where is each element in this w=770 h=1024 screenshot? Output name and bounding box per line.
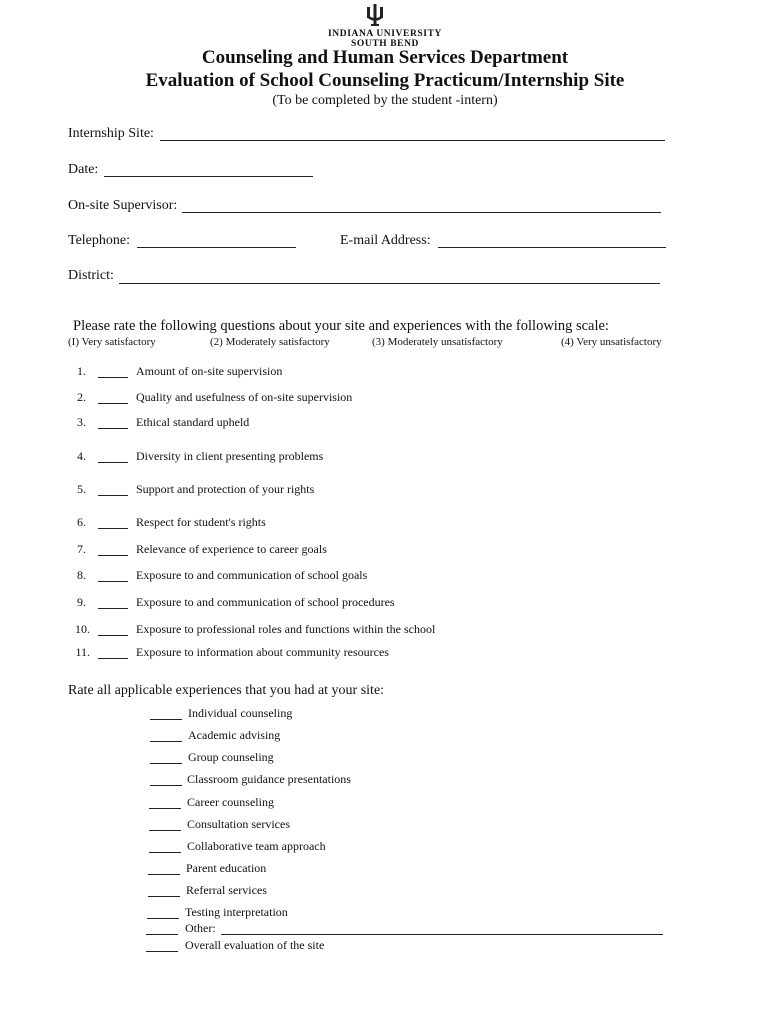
university-name: INDIANA UNIVERSITY [327, 29, 442, 39]
telephone-input[interactable] [137, 247, 296, 248]
question-text: Quality and usefulness of on-site supervision [136, 390, 353, 404]
experiences-intro: Rate all applicable experiences that you had at your site: [68, 683, 385, 698]
experience-label: Individual counseling [188, 706, 293, 720]
internship-site-label: Internship Site: [68, 126, 154, 141]
question-text: Ethical standard upheld [136, 415, 250, 429]
experience-rating-blank[interactable] [150, 763, 182, 764]
experience-label: Group counseling [188, 750, 274, 764]
question-rating-blank[interactable] [98, 462, 128, 463]
experience-label: Testing interpretation [185, 905, 288, 919]
question-number: 2. [77, 390, 86, 404]
question-number: 5. [77, 482, 86, 496]
experience-label: Consultation services [187, 817, 290, 831]
onsite-supervisor-label: On-site Supervisor: [68, 198, 178, 213]
question-number: 9. [77, 595, 86, 609]
scale-option-3: (3) Moderately unsatisfactory [372, 336, 503, 348]
department-title: Counseling and Human Services Department [201, 47, 569, 68]
experience-label: Collaborative team approach [187, 839, 326, 853]
question-rating-blank[interactable] [98, 495, 128, 496]
question-text: Exposure to and communication of school goals [136, 568, 368, 582]
question-rating-blank[interactable] [98, 403, 128, 404]
question-number: 7. [77, 542, 86, 556]
experience-rating-blank[interactable] [150, 719, 182, 720]
question-number: 3. [77, 415, 86, 429]
question-rating-blank[interactable] [98, 581, 128, 582]
question-text: Diversity in client presenting problems [136, 449, 324, 463]
scale-option-4: (4) Very unsatisfactory [561, 336, 662, 348]
experience-label: Referral services [186, 883, 267, 897]
experience-label: Academic advising [188, 728, 281, 742]
experience-label: Career counseling [187, 795, 274, 809]
experience-rating-blank[interactable] [147, 918, 179, 919]
question-rating-blank[interactable] [98, 658, 128, 659]
scale-option-2: (2) Moderately satisfactory [210, 336, 330, 348]
campus-name: SOUTH BEND [350, 39, 420, 49]
overall-evaluation-blank[interactable] [146, 951, 178, 952]
telephone-label: Telephone: [68, 233, 130, 248]
question-number: 6. [77, 515, 86, 529]
question-text: Exposure to and communication of school procedures [136, 595, 395, 609]
question-number: 11. [75, 645, 90, 659]
experience-rating-blank[interactable] [149, 830, 181, 831]
question-rating-blank[interactable] [98, 377, 128, 378]
question-rating-blank[interactable] [98, 608, 128, 609]
other-experience-input[interactable] [221, 934, 663, 935]
email-label: E-mail Address: [340, 233, 431, 248]
question-rating-blank[interactable] [98, 555, 128, 556]
rating-intro: Please rate the following questions about your site and experiences with the following scale: [73, 318, 609, 334]
email-input[interactable] [438, 247, 666, 248]
question-rating-blank[interactable] [98, 428, 128, 429]
form-title: Evaluation of School Counseling Practicum/Internship Site [145, 70, 625, 91]
question-text: Exposure to professional roles and functions within the school [136, 622, 436, 636]
question-number: 8. [77, 568, 86, 582]
experience-label: Parent education [186, 861, 267, 875]
experience-rating-blank[interactable] [150, 785, 182, 786]
iu-trident-icon [367, 4, 383, 26]
date-label: Date: [68, 162, 99, 177]
district-input[interactable] [119, 283, 660, 284]
experience-rating-blank[interactable] [149, 852, 181, 853]
experience-label: Overall evaluation of the site [185, 938, 325, 952]
question-number: 1. [77, 364, 86, 378]
question-text: Relevance of experience to career goals [136, 542, 327, 556]
onsite-supervisor-input[interactable] [182, 212, 661, 213]
question-text: Support and protection of your rights [136, 482, 315, 496]
experience-label: Classroom guidance presentations [187, 772, 351, 786]
district-label: District: [68, 268, 114, 283]
question-text: Respect for student's rights [136, 515, 266, 529]
form-subtitle: (To be completed by the student -intern) [272, 93, 498, 108]
scale-option-1: (I) Very satisfactory [68, 336, 156, 348]
experience-rating-blank[interactable] [148, 896, 180, 897]
experience-rating-blank[interactable] [149, 808, 181, 809]
experience-rating-blank[interactable] [150, 741, 182, 742]
experience-rating-blank[interactable] [146, 934, 178, 935]
date-input[interactable] [104, 176, 313, 177]
question-number: 4. [77, 449, 86, 463]
experience-rating-blank[interactable] [148, 874, 180, 875]
question-number: 10. [75, 622, 90, 636]
question-rating-blank[interactable] [98, 635, 128, 636]
question-text: Amount of on-site supervision [136, 364, 283, 378]
question-text: Exposure to information about community resources [136, 645, 389, 659]
question-rating-blank[interactable] [98, 528, 128, 529]
internship-site-input[interactable] [160, 140, 665, 141]
experience-label: Other: [185, 921, 216, 935]
